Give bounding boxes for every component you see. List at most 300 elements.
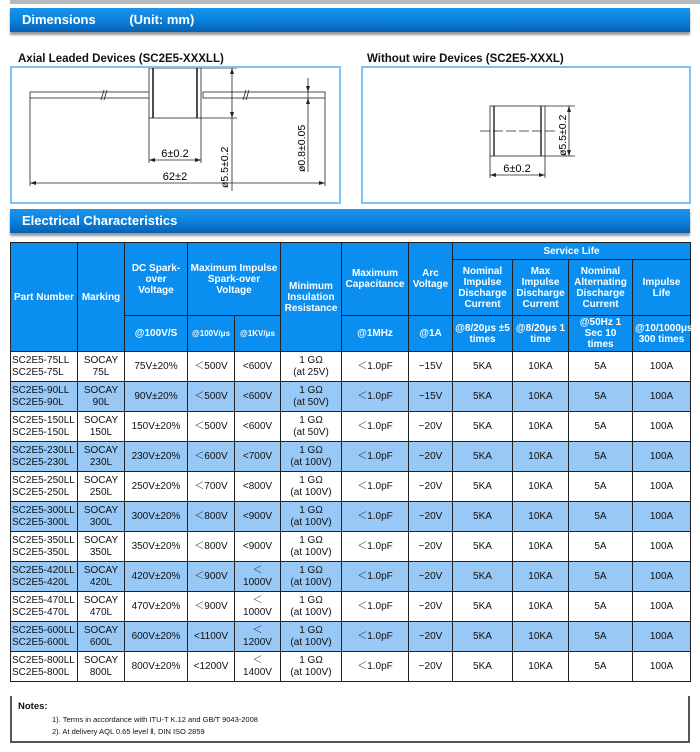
insulation-cell-line: (at 100V) (290, 516, 332, 528)
cond-imp2: @1KV/μs (235, 316, 281, 352)
capacitance-cell-line: ＜1.0pF (357, 630, 393, 642)
cond-nominal-alternating: @50Hz 1 Sec 10 times (569, 316, 633, 352)
impulse-life-cell (633, 472, 691, 502)
impulse-1kv-cell (235, 562, 281, 592)
max-impulse-discharge-cell (513, 562, 569, 592)
nominal-alternating-cell (569, 442, 633, 472)
nominal-impulse-cell-line: 5KA (473, 360, 492, 372)
impulse-100v-cell (188, 502, 235, 532)
dc-spark-over-cell-line: 350V±20% (131, 540, 181, 552)
marking-cell-line: SOCAY (83, 444, 119, 456)
dc-spark-over-cell-line: 150V±20% (131, 420, 181, 432)
nominal-alternating-cell (569, 382, 633, 412)
arc-voltage-cell (409, 592, 453, 622)
capacitance-cell-line: ＜1.0pF (357, 420, 393, 432)
impulse-life-cell-line: 100A (649, 360, 674, 372)
header-max-capacitance: Maximum Capacitance (342, 243, 409, 316)
arc-voltage-cell-line: ~20V (418, 600, 443, 612)
capacitance-cell (342, 472, 409, 502)
electrical-banner (10, 209, 690, 233)
part-number-cell (11, 622, 78, 652)
dc-spark-over-cell (125, 442, 188, 472)
header-marking: Marking (78, 243, 125, 352)
insulation-cell-line: (at 100V) (290, 486, 332, 498)
impulse-life-cell (633, 652, 691, 682)
part-number-cell-line: SC2E5-300L (12, 516, 70, 528)
marking-cell-line: SOCAY (83, 594, 119, 606)
nominal-impulse-cell-line: 5KA (473, 420, 492, 432)
nominal-alternating-cell-line: 5A (594, 450, 607, 462)
impulse-life-cell (633, 592, 691, 622)
insulation-cell-line: (at 100V) (290, 636, 332, 648)
dc-spark-over-cell (125, 472, 188, 502)
top-divider (10, 0, 700, 4)
arc-voltage-cell-line: ~20V (418, 570, 443, 582)
max-impulse-discharge-cell (513, 532, 569, 562)
impulse-100v-cell (188, 472, 235, 502)
header-dc-spark-over: DC Spark-over Voltage (125, 243, 188, 316)
dimensions-banner (10, 8, 690, 32)
arc-voltage-cell (409, 622, 453, 652)
part-number-cell-line: SC2E5-150L (12, 426, 70, 438)
cond-max-impulse-discharge: @8/20μs 1 time (513, 316, 569, 352)
capacitance-cell-line: ＜1.0pF (357, 540, 393, 552)
insulation-cell (281, 562, 342, 592)
capacitance-cell-line: ＜1.0pF (357, 600, 393, 612)
insulation-cell (281, 352, 342, 382)
arc-voltage-cell (409, 412, 453, 442)
max-impulse-discharge-cell-line: 10KA (528, 420, 553, 432)
marking-cell (78, 562, 125, 592)
marking-cell (78, 592, 125, 622)
notes-title: Notes: (18, 701, 48, 712)
part-number-cell (11, 562, 78, 592)
dc-spark-over-cell (125, 592, 188, 622)
capacitance-cell (342, 382, 409, 412)
dc-spark-over-cell (125, 382, 188, 412)
marking-cell (78, 502, 125, 532)
impulse-1kv-cell-line: <600V (242, 390, 273, 402)
dc-spark-over-cell (125, 562, 188, 592)
arc-voltage-cell-line: ~20V (418, 510, 443, 522)
insulation-cell (281, 442, 342, 472)
nominal-alternating-cell-line: 5A (594, 420, 607, 432)
marking-cell (78, 472, 125, 502)
arc-voltage-cell (409, 382, 453, 412)
impulse-life-cell-line: 100A (649, 390, 674, 402)
marking-cell-line: SOCAY (83, 414, 119, 426)
impulse-life-cell-line: 100A (649, 660, 674, 672)
part-number-cell-line: SC2E5-800LL (12, 654, 75, 666)
impulse-100v-cell (188, 592, 235, 622)
marking-cell-line: 470L (89, 606, 113, 618)
axial-dimension-labels (12, 68, 339, 202)
max-impulse-discharge-cell (513, 652, 569, 682)
nominal-impulse-cell (453, 472, 513, 502)
without-wire-drawing-box (361, 66, 691, 204)
max-impulse-discharge-cell-line: 10KA (528, 600, 553, 612)
ww-body-diameter-label: ø5.5±0.2 (557, 114, 569, 156)
part-number-cell-line: SC2E5-420L (12, 576, 70, 588)
marking-cell-line: SOCAY (83, 504, 119, 516)
part-number-cell-line: SC2E5-600LL (12, 624, 75, 636)
part-number-cell-line: SC2E5-150LL (12, 414, 75, 426)
part-number-cell-line: SC2E5-600L (12, 636, 70, 648)
capacitance-cell-line: ＜1.0pF (357, 450, 393, 462)
part-number-cell (11, 502, 78, 532)
cond-cap: @1MHz (342, 316, 409, 352)
impulse-1kv-cell-line: <600V (242, 420, 273, 432)
part-number-cell-line: SC2E5-230LL (12, 444, 75, 456)
insulation-cell-line: (at 50V) (293, 426, 329, 438)
part-number-cell-line: SC2E5-350L (12, 546, 70, 558)
nominal-impulse-cell-line: 5KA (473, 600, 492, 612)
nominal-alternating-cell-line: 5A (594, 600, 607, 612)
arc-voltage-cell-line: ~20V (418, 450, 443, 462)
nominal-alternating-cell-line: 5A (594, 660, 607, 672)
marking-cell-line: SOCAY (83, 384, 119, 396)
marking-cell (78, 352, 125, 382)
impulse-1kv-cell (235, 442, 281, 472)
notes-box (10, 696, 690, 743)
header-nominal-impulse: Nominal Impulse Discharge Current (453, 260, 513, 316)
insulation-cell-line: 1 GΩ (299, 444, 323, 456)
impulse-1kv-cell (235, 352, 281, 382)
impulse-life-cell-line: 100A (649, 480, 674, 492)
nominal-alternating-cell (569, 592, 633, 622)
impulse-life-cell (633, 502, 691, 532)
impulse-1kv-cell-line: <900V (242, 540, 273, 552)
part-number-cell (11, 592, 78, 622)
dc-spark-over-cell (125, 502, 188, 532)
marking-cell-line: SOCAY (83, 624, 119, 636)
axial-body-diameter-label: ø5.5±0.2 (219, 146, 231, 188)
nominal-impulse-cell-line: 5KA (473, 660, 492, 672)
part-number-cell (11, 532, 78, 562)
marking-cell (78, 652, 125, 682)
impulse-life-cell (633, 622, 691, 652)
impulse-life-cell (633, 352, 691, 382)
capacitance-cell-line: ＜1.0pF (357, 660, 393, 672)
header-max-impulse-spark-over: Maximum Impulse Spark-over Voltage (188, 243, 281, 316)
marking-cell-line: 150L (89, 426, 113, 438)
nominal-impulse-cell-line: 5KA (473, 390, 492, 402)
nominal-alternating-cell (569, 502, 633, 532)
arc-voltage-cell-line: ~20V (418, 540, 443, 552)
capacitance-cell (342, 562, 409, 592)
cond-imp1: @100V/μs (188, 316, 235, 352)
dc-spark-over-cell-line: 90V±20% (134, 390, 178, 402)
impulse-1kv-cell (235, 472, 281, 502)
part-number-cell (11, 472, 78, 502)
nominal-impulse-cell-line: 5KA (473, 450, 492, 462)
table-row (11, 382, 691, 412)
cond-arc: @1A (409, 316, 453, 352)
marking-cell (78, 532, 125, 562)
part-number-cell-line: SC2E5-230L (12, 456, 70, 468)
nominal-impulse-cell (453, 592, 513, 622)
max-impulse-discharge-cell (513, 412, 569, 442)
part-number-cell-line: SC2E5-90L (12, 396, 64, 408)
arc-voltage-cell (409, 352, 453, 382)
arc-voltage-cell-line: ~20V (418, 420, 443, 432)
impulse-life-cell-line: 100A (649, 630, 674, 642)
insulation-cell (281, 532, 342, 562)
impulse-100v-cell-line: ＜900V (194, 600, 228, 612)
impulse-1kv-cell (235, 592, 281, 622)
insulation-cell-line: 1 GΩ (299, 504, 323, 516)
part-number-cell (11, 412, 78, 442)
dc-spark-over-cell-line: 470V±20% (131, 600, 181, 612)
impulse-100v-cell (188, 442, 235, 472)
insulation-cell-line: 1 GΩ (299, 624, 323, 636)
max-impulse-discharge-cell-line: 10KA (528, 360, 553, 372)
capacitance-cell-line: ＜1.0pF (357, 360, 393, 372)
arc-voltage-cell (409, 652, 453, 682)
capacitance-cell (342, 532, 409, 562)
max-impulse-discharge-cell (513, 442, 569, 472)
nominal-alternating-cell (569, 652, 633, 682)
header-service-life: Service Life (453, 243, 691, 260)
marking-cell-line: SOCAY (83, 354, 119, 366)
nominal-alternating-cell-line: 5A (594, 390, 607, 402)
max-impulse-discharge-cell (513, 382, 569, 412)
marking-cell-line: 600L (89, 636, 113, 648)
impulse-1kv-cell-line: ＜ 1000V (243, 594, 272, 618)
part-number-cell (11, 382, 78, 412)
nominal-alternating-cell-line: 5A (594, 480, 607, 492)
insulation-cell-line: 1 GΩ (299, 474, 323, 486)
axial-total-length-label: 62±2 (162, 171, 188, 183)
marking-cell-line: 350L (89, 546, 113, 558)
marking-cell-line: 800L (89, 666, 113, 678)
table-row (11, 562, 691, 592)
marking-cell-line: 75L (92, 366, 110, 378)
capacitance-cell (342, 622, 409, 652)
impulse-life-cell (633, 382, 691, 412)
without-wire-device-drawing (363, 68, 689, 202)
insulation-cell-line: 1 GΩ (299, 414, 323, 426)
insulation-cell-line: 1 GΩ (299, 384, 323, 396)
nominal-alternating-cell (569, 562, 633, 592)
nominal-alternating-cell-line: 5A (594, 570, 607, 582)
max-impulse-discharge-cell-line: 10KA (528, 570, 553, 582)
nominal-impulse-cell (453, 412, 513, 442)
arc-voltage-cell-line: ~15V (418, 360, 443, 372)
dc-spark-over-cell-line: 300V±20% (131, 510, 181, 522)
table-row (11, 352, 691, 382)
capacitance-cell-line: ＜1.0pF (357, 480, 393, 492)
nominal-impulse-cell (453, 382, 513, 412)
impulse-life-cell (633, 412, 691, 442)
nominal-impulse-cell-line: 5KA (473, 570, 492, 582)
note-item: 2). At delivery AQL 0.65 level Ⅱ, DIN ISO 2859 (52, 727, 205, 736)
nominal-alternating-cell-line: 5A (594, 630, 607, 642)
nominal-impulse-cell (453, 652, 513, 682)
part-number-cell-line: SC2E5-75LL (12, 354, 70, 366)
impulse-100v-cell-line: <1100V (193, 630, 228, 642)
impulse-life-cell-line: 100A (649, 450, 674, 462)
arc-voltage-cell (409, 472, 453, 502)
impulse-100v-cell (188, 532, 235, 562)
cond-impulse-life: @10/1000μs 300 times (633, 316, 691, 352)
header-min-insulation: Minimum Insulation Resistance (281, 243, 342, 352)
impulse-100v-cell-line: ＜600V (194, 450, 228, 462)
insulation-cell (281, 622, 342, 652)
capacitance-cell (342, 502, 409, 532)
impulse-life-cell-line: 100A (649, 570, 674, 582)
nominal-impulse-cell (453, 442, 513, 472)
nominal-impulse-cell (453, 532, 513, 562)
nominal-alternating-cell-line: 5A (594, 510, 607, 522)
max-impulse-discharge-cell-line: 10KA (528, 390, 553, 402)
axial-body-length-label: 6±0.2 (161, 148, 189, 160)
without-wire-title: Without wire Devices (SC2E5-XXXL) (367, 53, 564, 65)
dc-spark-over-cell (125, 622, 188, 652)
table-row (11, 622, 691, 652)
table-row (11, 502, 691, 532)
header-max-impulse-discharge: Max Impulse Discharge Current (513, 260, 569, 316)
marking-cell-line: 300L (89, 516, 113, 528)
nominal-impulse-cell (453, 502, 513, 532)
insulation-cell-line: 1 GΩ (299, 534, 323, 546)
nominal-impulse-cell-line: 5KA (473, 540, 492, 552)
capacitance-cell (342, 442, 409, 472)
marking-cell (78, 412, 125, 442)
insulation-cell-line: 1 GΩ (299, 594, 323, 606)
insulation-cell (281, 472, 342, 502)
max-impulse-discharge-cell (513, 472, 569, 502)
header-impulse-life: Impulse Life (633, 260, 691, 316)
table-row (11, 472, 691, 502)
marking-cell-line: 250L (89, 486, 113, 498)
nominal-impulse-cell-line: 5KA (473, 480, 492, 492)
arc-voltage-cell (409, 502, 453, 532)
dc-spark-over-cell-line: 75V±20% (134, 360, 178, 372)
part-number-cell (11, 442, 78, 472)
capacitance-cell (342, 412, 409, 442)
insulation-cell-line: (at 100V) (290, 666, 332, 678)
marking-cell-line: SOCAY (83, 534, 119, 546)
max-impulse-discharge-cell-line: 10KA (528, 480, 553, 492)
arc-voltage-cell-line: ~20V (418, 480, 443, 492)
impulse-100v-cell (188, 382, 235, 412)
insulation-cell-line: (at 25V) (293, 366, 329, 378)
impulse-1kv-cell-line: <700V (242, 450, 273, 462)
marking-cell (78, 442, 125, 472)
impulse-100v-cell-line: ＜700V (194, 480, 228, 492)
impulse-100v-cell-line: ＜500V (194, 420, 228, 432)
nominal-alternating-cell (569, 352, 633, 382)
capacitance-cell (342, 652, 409, 682)
note-item: 1). Terms in accordance with ITU-T K.12 and GB/T 9043-2008 (52, 715, 258, 724)
nominal-impulse-cell (453, 352, 513, 382)
impulse-100v-cell (188, 622, 235, 652)
ww-body-length-label: 6±0.2 (503, 163, 531, 175)
impulse-100v-cell-line: ＜800V (194, 540, 228, 552)
part-number-cell-line: SC2E5-800L (12, 666, 70, 678)
impulse-life-cell-line: 100A (649, 510, 674, 522)
max-impulse-discharge-cell (513, 352, 569, 382)
insulation-cell-line: 1 GΩ (299, 354, 323, 366)
dc-spark-over-cell-line: 250V±20% (131, 480, 181, 492)
arc-voltage-cell (409, 562, 453, 592)
insulation-cell (281, 592, 342, 622)
dc-spark-over-cell (125, 352, 188, 382)
impulse-100v-cell (188, 562, 235, 592)
dc-spark-over-cell (125, 412, 188, 442)
table-row (11, 532, 691, 562)
impulse-life-cell-line: 100A (649, 540, 674, 552)
part-number-cell-line: SC2E5-420LL (12, 564, 75, 576)
arc-voltage-cell-line: ~20V (418, 630, 443, 642)
dc-spark-over-cell-line: 420V±20% (131, 570, 181, 582)
impulse-life-cell (633, 532, 691, 562)
table-row (11, 442, 691, 472)
part-number-cell-line: SC2E5-350LL (12, 534, 75, 546)
impulse-1kv-cell-line: ＜ 1200V (243, 624, 272, 648)
marking-cell (78, 622, 125, 652)
electrical-title: Electrical Characteristics (22, 213, 178, 228)
capacitance-cell (342, 352, 409, 382)
impulse-1kv-cell (235, 382, 281, 412)
nominal-impulse-cell-line: 5KA (473, 510, 492, 522)
table-row (11, 592, 691, 622)
impulse-1kv-cell-line: <800V (242, 480, 273, 492)
table-row (11, 652, 691, 682)
max-impulse-discharge-cell-line: 10KA (528, 630, 553, 642)
max-impulse-discharge-cell (513, 592, 569, 622)
dc-spark-over-cell (125, 652, 188, 682)
dc-spark-over-cell-line: 230V±20% (131, 450, 181, 462)
part-number-cell-line: SC2E5-470LL (12, 594, 75, 606)
header-part-number: Part Number (11, 243, 78, 352)
impulse-life-cell (633, 442, 691, 472)
nominal-impulse-cell (453, 562, 513, 592)
marking-cell (78, 382, 125, 412)
max-impulse-discharge-cell-line: 10KA (528, 540, 553, 552)
marking-cell-line: SOCAY (83, 564, 119, 576)
capacitance-cell-line: ＜1.0pF (357, 390, 393, 402)
impulse-life-cell-line: 100A (649, 600, 674, 612)
axial-title: Axial Leaded Devices (SC2E5-XXXLL) (18, 53, 224, 65)
insulation-cell-line: (at 100V) (290, 606, 332, 618)
impulse-100v-cell (188, 352, 235, 382)
arc-voltage-cell (409, 532, 453, 562)
insulation-cell (281, 652, 342, 682)
max-impulse-discharge-cell-line: 10KA (528, 660, 553, 672)
max-impulse-discharge-cell-line: 10KA (528, 510, 553, 522)
impulse-100v-cell-line: ＜900V (194, 570, 228, 582)
nominal-alternating-cell (569, 532, 633, 562)
insulation-cell-line: 1 GΩ (299, 564, 323, 576)
impulse-1kv-cell (235, 532, 281, 562)
insulation-cell (281, 382, 342, 412)
marking-cell-line: SOCAY (83, 654, 119, 666)
arc-voltage-cell-line: ~20V (418, 660, 443, 672)
insulation-cell-line: (at 50V) (293, 396, 329, 408)
dc-spark-over-cell (125, 532, 188, 562)
arc-voltage-cell (409, 442, 453, 472)
part-number-cell-line: SC2E5-300LL (12, 504, 75, 516)
capacitance-cell-line: ＜1.0pF (357, 510, 393, 522)
impulse-life-cell (633, 562, 691, 592)
insulation-cell-line: (at 100V) (290, 576, 332, 588)
impulse-life-cell-line: 100A (649, 420, 674, 432)
part-number-cell-line: SC2E5-90LL (12, 384, 70, 396)
axial-drawing-box (10, 66, 341, 204)
max-impulse-discharge-cell (513, 502, 569, 532)
